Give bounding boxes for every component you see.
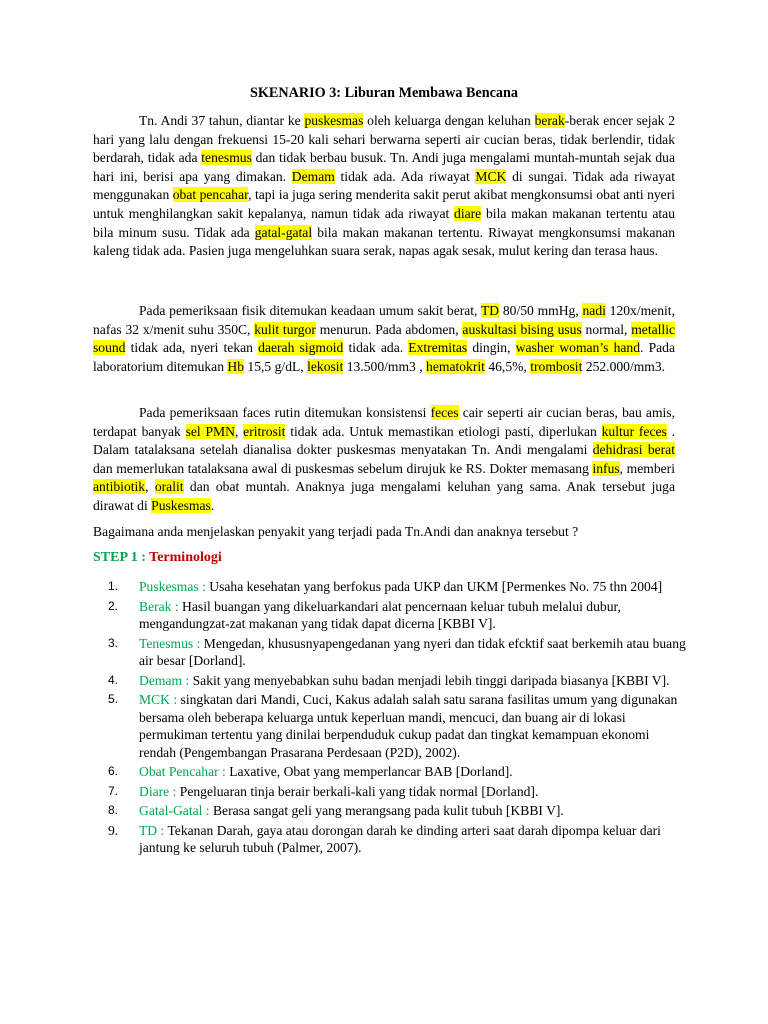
step-label: STEP 1 : (93, 550, 150, 565)
step-title: Terminologi (149, 550, 222, 565)
text-run: 80/50 mmHg, (499, 303, 583, 318)
highlighted-term: MCK (475, 168, 507, 184)
text-run: . (210, 497, 215, 513)
list-number: 4. (108, 672, 119, 687)
list-number: 8. (108, 803, 119, 817)
highlighted-term: TD (480, 303, 500, 318)
text-run: tidak ada, nyeri tekan (125, 340, 259, 356)
list-item (108, 763, 688, 781)
list-number: 6. (108, 764, 119, 778)
highlighted-term: diare (454, 205, 482, 221)
text-run: , tapi ia juga sering menderita sakit perut akibat mengkonsumsi obat anti nyeri untuk menghilangkan sakit kepalanya, namun tidak ada riwayat (93, 187, 675, 221)
list-item (108, 822, 688, 857)
text-run: di sungai. Tidak ada riwayat menggunakan (93, 168, 675, 203)
text-run: 13.500/mm3 , (343, 358, 427, 374)
step-heading (93, 550, 222, 566)
text-run: bila makan makanan tertentu atau bila minum susu. Tidak ada (93, 205, 675, 240)
highlighted-term: obat pencahar (172, 187, 249, 203)
highlighted-term: hematokrit (426, 358, 485, 374)
term-name: Gatal-Gatal : (139, 803, 213, 818)
term-name: TD : (139, 822, 168, 838)
text-run: -berak encer sejak 2 hari yang lalu dengan frekuensi 15-20 kali sehari berwarna seperti air cucian beras, tidak berlendir, tidak berdarah, tidak ada (93, 113, 676, 166)
list-item (108, 691, 688, 761)
text-run: 46,5%, (484, 358, 531, 374)
list-number: 1. (108, 579, 119, 593)
highlighted-term: lekosit (307, 358, 344, 374)
list-item (108, 578, 688, 596)
highlighted-term: oralit (154, 479, 184, 495)
term-definition: Sakit yang menyebabkan suhu badan menjadi lebih tinggi daripada biasanya [KBBI V]. (192, 672, 670, 688)
highlighted-term: Extremitas (408, 340, 468, 356)
list-number: 2. (108, 598, 119, 613)
terminology-list (108, 578, 688, 859)
scenario-paragraph-1 (93, 112, 675, 261)
term-definition: Laxative, Obat yang memperlancar BAB [Dorland]. (229, 764, 513, 779)
term-definition: singkatan dari Mandi, Cuci, Kakus adalah salah satu sarana fasilitas umum yang digunakan bersama oleh beberapa keluarga untuk keperluan mandi, mencuci, dan buang air di lokasi permukiman tertentu yang dinilai berpenduduk cukup padat dan tingkat kemampuan ekonomi rendah (Pengembangan Prasarana Perdesaan (P2D), 2002). (139, 692, 678, 760)
text-run: Pada pemeriksaan faces rutin ditemukan konsistensi (139, 405, 431, 420)
text-run: cair seperti air cucian beras, bau amis, terdapat banyak (93, 405, 675, 439)
text-run: tidak ada. Ada riwayat (334, 168, 476, 184)
text-run: 15,5 g/dL, (244, 358, 308, 374)
highlighted-term: metallic sound (93, 321, 676, 356)
list-number: 5. (108, 692, 119, 706)
highlighted-term: dehidrasi berat (592, 442, 675, 458)
term-name: Puskesmas : (139, 579, 210, 594)
highlighted-term: nadi (582, 303, 606, 318)
scenario-paragraph-3 (93, 404, 675, 516)
highlighted-term: auskultasi bising usus (462, 321, 582, 337)
term-definition: Usaha kesehatan yang berfokus pada UKP dan UKM [Permenkes No. 75 thn 2004] (209, 579, 663, 594)
highlighted-term: kultur feces (601, 423, 667, 439)
highlighted-term: washer woman’s hand (515, 340, 641, 356)
term-name: Tenesmus : (139, 635, 204, 651)
text-run: 252.000/mm3. (582, 358, 666, 374)
term-definition: Pengeluaran tinja berair berkali-kali yang tidak normal [Dorland]. (179, 783, 539, 799)
list-item (108, 802, 688, 820)
highlighted-term: Hb (227, 358, 245, 374)
term-name: Demam : (139, 672, 193, 688)
text-run: dingin, (467, 340, 516, 356)
scenario-question: Bagaimana anda menjelaskan penyakit yang terjadi pada Tn.Andi dan anaknya tersebut ? (93, 524, 579, 539)
highlighted-term: antibiotik (93, 479, 146, 495)
highlighted-term: kulit turgor (254, 321, 316, 337)
term-definition: Mengedan, khususnyapengedanan yang nyeri dan tidak efcktif saat berkemih atau buang air besar [Dorland]. (139, 635, 686, 668)
text-run: Pada pemeriksaan fisik ditemukan keadaan umum sakit berat, (139, 303, 481, 318)
text-run: dan memerlukan tatalaksana awal di puskesmas sebelum dirujuk ke RS. Dokter memasang (93, 460, 593, 476)
text-run: tidak ada. (343, 340, 409, 356)
highlighted-term: feces (430, 405, 459, 420)
text-run: , (234, 423, 244, 439)
text-run: tidak ada. Untuk memastikan etiologi pasti, diperlukan (285, 423, 602, 439)
text-run: oleh keluarga dengan keluhan (363, 113, 535, 128)
text-run: dan tidak berbau busuk. Tn. Andi juga mengalami muntah-muntah sejak dua hari ini, berisi apa yang dimakan. (93, 150, 675, 184)
highlighted-term: daerah sigmoid (258, 340, 344, 356)
term-definition: Hasil buangan yang dikeluarkandari alat pencernaan keluar tubuh melalui dubur, mengandungzat-zat makanan yang tidak dapat dicerna [KBBI V]. (139, 598, 621, 631)
text-run: 120x/menit, nafas 32 x/menit suhu 350C, (93, 303, 675, 337)
document-title: SKENARIO 3: Liburan Membawa Bencana (249, 85, 518, 101)
highlighted-term: eritrosit (243, 423, 286, 439)
text-run: . Dalam tatalaksana setelah dianalisa dokter puskesmas menyatakan Tn. Andi mengalami (93, 423, 675, 458)
text-run: . Pada laboratorium ditemukan (93, 340, 676, 374)
scenario-paragraph-2 (93, 302, 675, 376)
highlighted-term: infus (592, 460, 620, 476)
highlighted-term: Demam (291, 168, 335, 184)
term-definition: Berasa sangat geli yang merangsang pada kulit tubuh [KBBI V]. (212, 803, 564, 818)
text-run: bila makan makanan tertentu. Riwayat mengkonsumsi makanan kaleng tidak ada. Pasien juga mengeluhkan suara serak, napas agak sesak, mulut kering dan terasa haus. (93, 224, 675, 259)
highlighted-term: puskesmas (304, 113, 364, 128)
list-item (108, 635, 688, 670)
text-run: , (145, 479, 155, 495)
text-run: Tn. Andi 37 tahun, diantar ke (139, 113, 305, 128)
list-item (108, 598, 688, 633)
text-run: normal, (581, 321, 632, 337)
list-number: 3. (108, 635, 119, 650)
term-name: Diare : (139, 783, 180, 799)
list-number: 9. (108, 822, 119, 838)
highlighted-term: sel PMN (185, 423, 235, 439)
text-run: , memberi (619, 460, 675, 476)
list-item (108, 672, 688, 690)
highlighted-term: tenesmus (201, 150, 252, 166)
highlighted-term: gatal-gatal (254, 224, 313, 240)
list-item (108, 783, 688, 801)
term-name: Obat Pencahar : (139, 764, 230, 779)
highlighted-term: trombosit (530, 358, 583, 374)
text-run: dan obat muntah. Anaknya juga mengalami keluhan yang sama. Anak tersebut juga dirawat di (93, 479, 675, 513)
highlighted-term: berak (534, 113, 565, 128)
term-name: MCK : (139, 692, 181, 707)
list-number: 7. (108, 783, 119, 798)
term-name: Berak : (139, 598, 183, 614)
term-definition: Tekanan Darah, gaya atau dorongan darah ke dinding arteri saat darah dipompa keluar dari jantung ke seluruh tubuh (Palmer, 2007). (139, 822, 661, 855)
text-run: menurun. Pada abdomen, (315, 321, 463, 337)
highlighted-term: Puskesmas (151, 497, 211, 513)
